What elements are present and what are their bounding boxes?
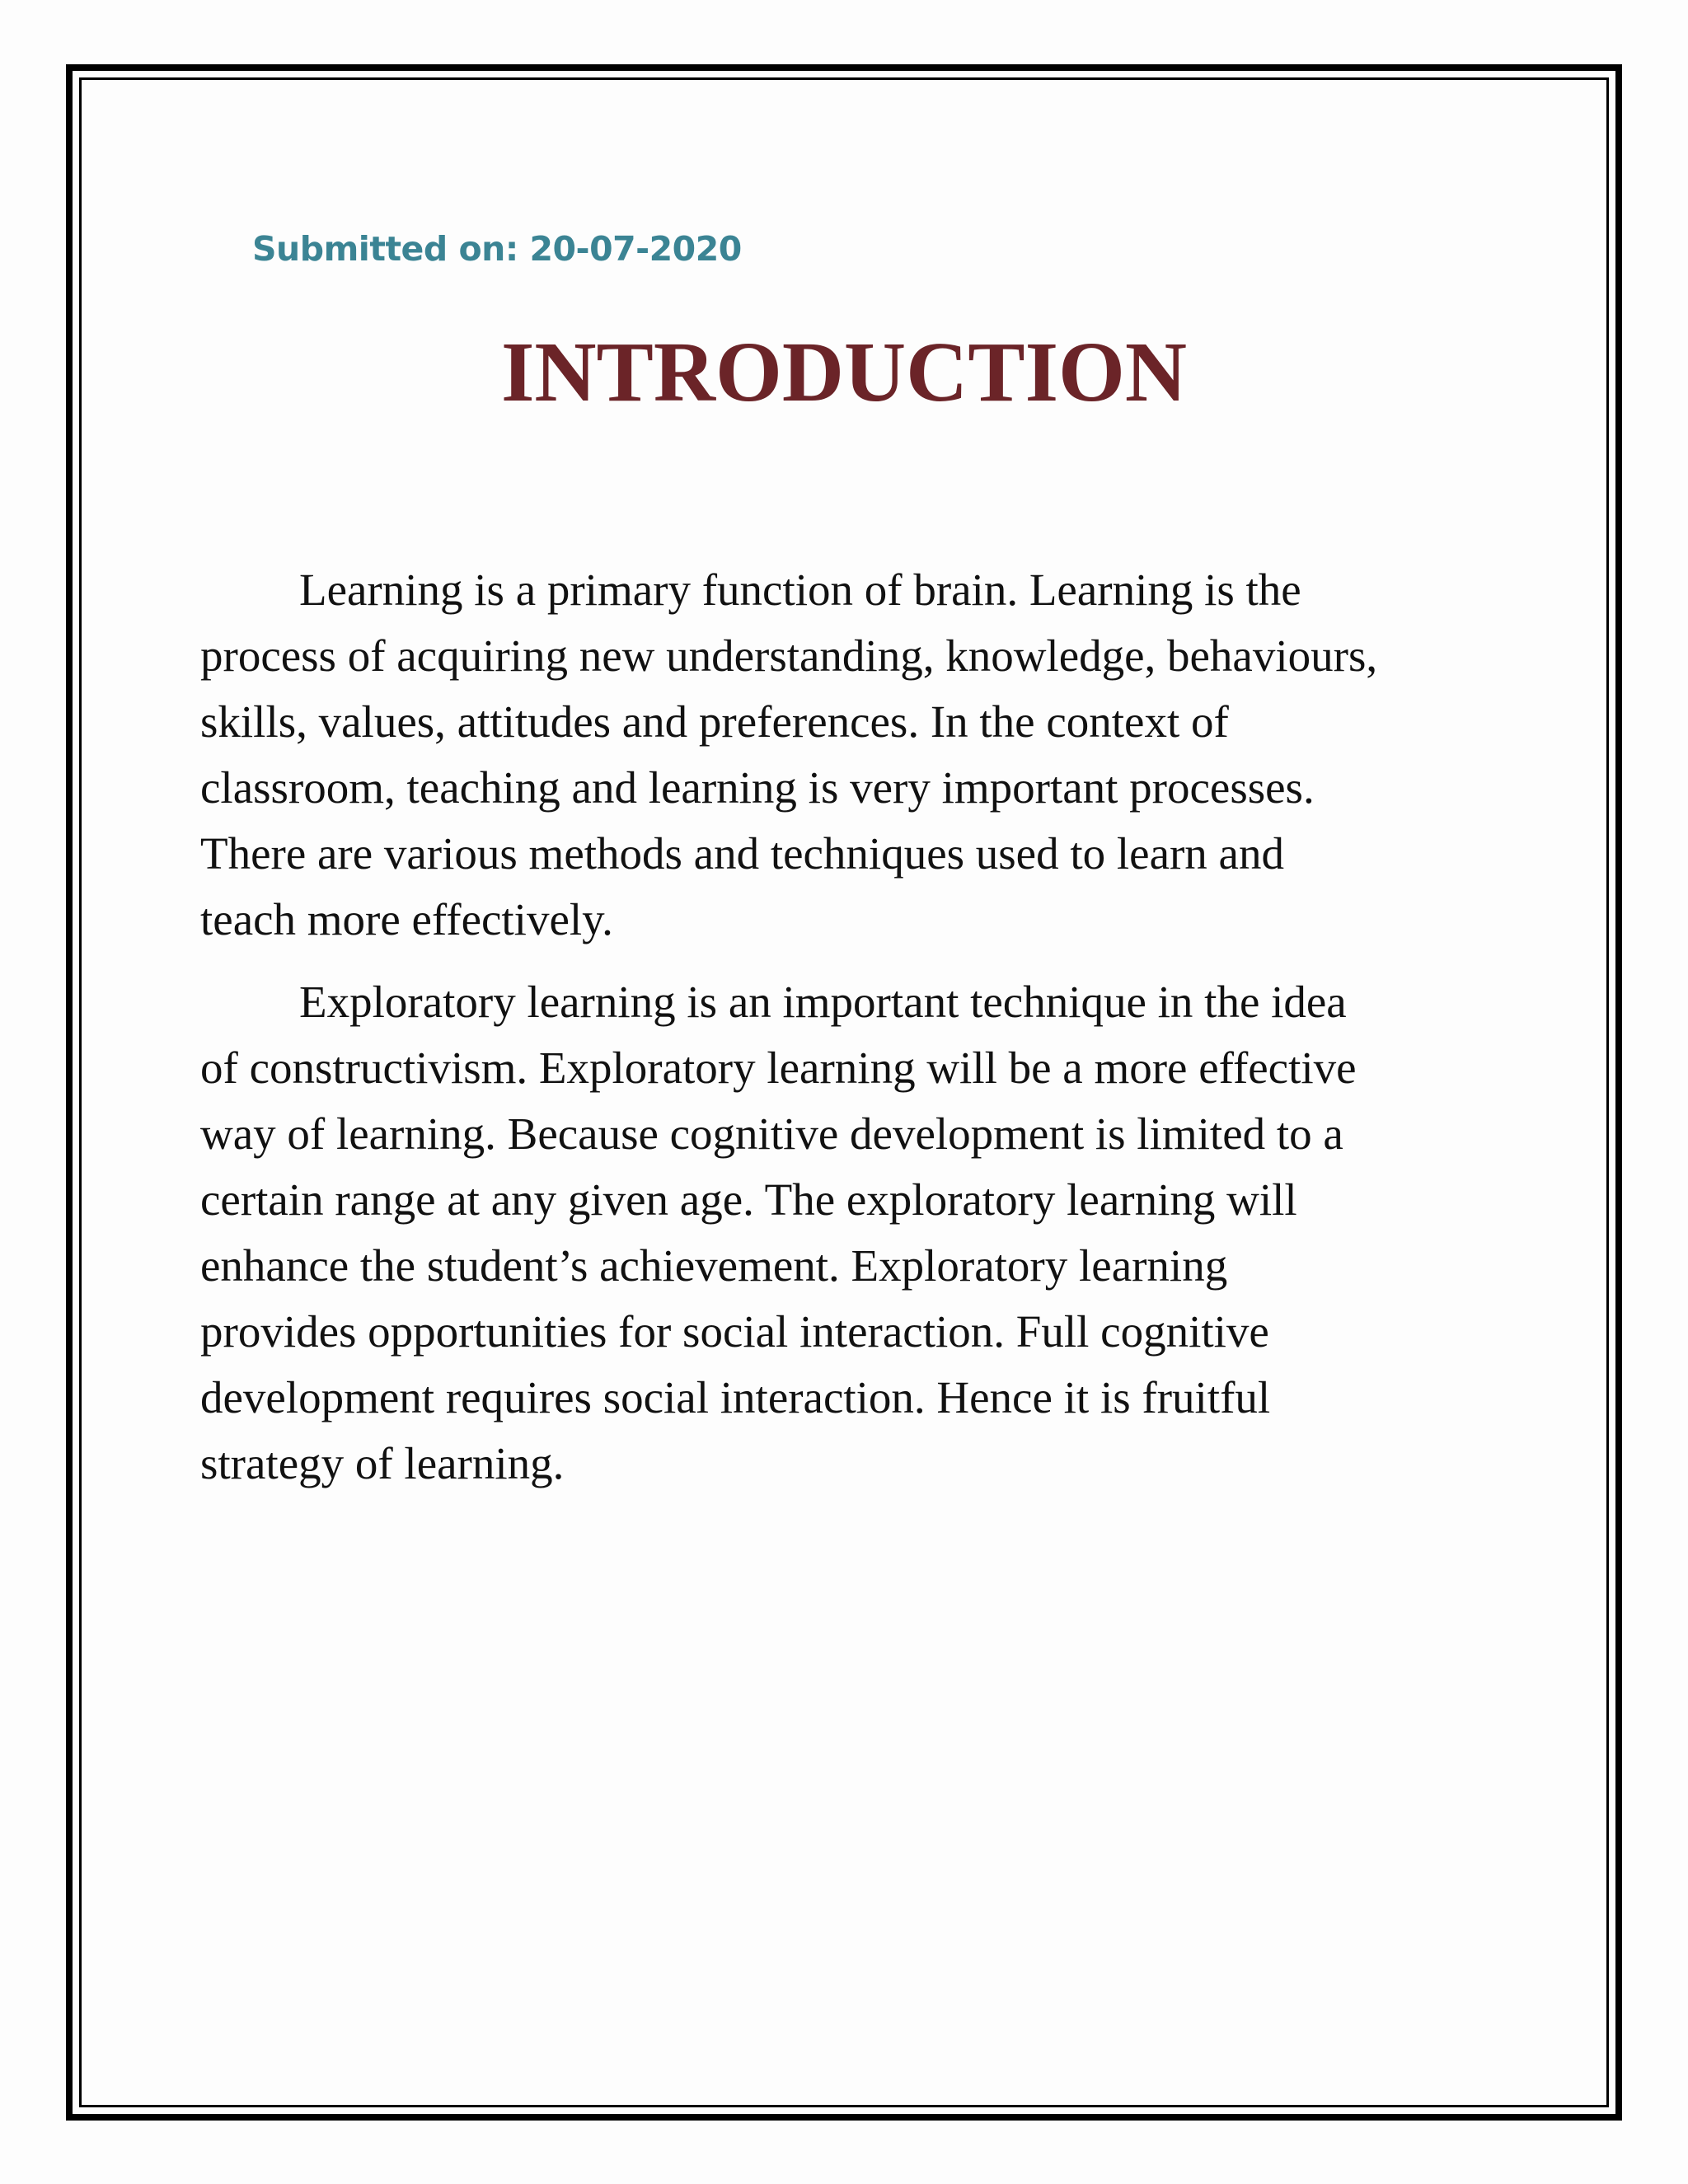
paragraph-line: teach more effectively.	[200, 894, 613, 944]
paragraph-line: skills, values, attitudes and preferences. In the context of	[200, 696, 1229, 747]
paragraph-line: strategy of learning.	[200, 1438, 565, 1488]
paragraph-line: provides opportunities for social interaction. Full cognitive	[200, 1306, 1269, 1357]
paragraph-line: process of acquiring new understanding, knowledge, behaviours,	[200, 630, 1378, 681]
paragraph-line: There are various methods and techniques used to learn and	[200, 828, 1284, 879]
paragraph-line: Learning is a primary function of brain. Learning is the	[299, 565, 1301, 615]
page-title: INTRODUCTION	[500, 325, 1188, 419]
submitted-date: Submitted on: 20-07-2020	[252, 229, 742, 269]
paragraph-line: Exploratory learning is an important technique in the idea	[299, 977, 1347, 1027]
paragraph-line: classroom, teaching and learning is very important processes.	[200, 762, 1315, 813]
paragraph-line: of constructivism. Exploratory learning will be a more effective	[200, 1043, 1357, 1093]
paragraph-1	[200, 557, 1503, 953]
paragraph-line: certain range at any given age. The exploratory learning will	[200, 1174, 1297, 1225]
paragraph-2	[200, 969, 1503, 1497]
paragraph-line: way of learning. Because cognitive development is limited to a	[200, 1108, 1343, 1159]
paragraph-line: enhance the student’s achievement. Exploratory learning	[200, 1240, 1228, 1291]
body-text	[200, 557, 1503, 1513]
paragraph-line: development requires social interaction. Hence it is fruitful	[200, 1372, 1271, 1422]
